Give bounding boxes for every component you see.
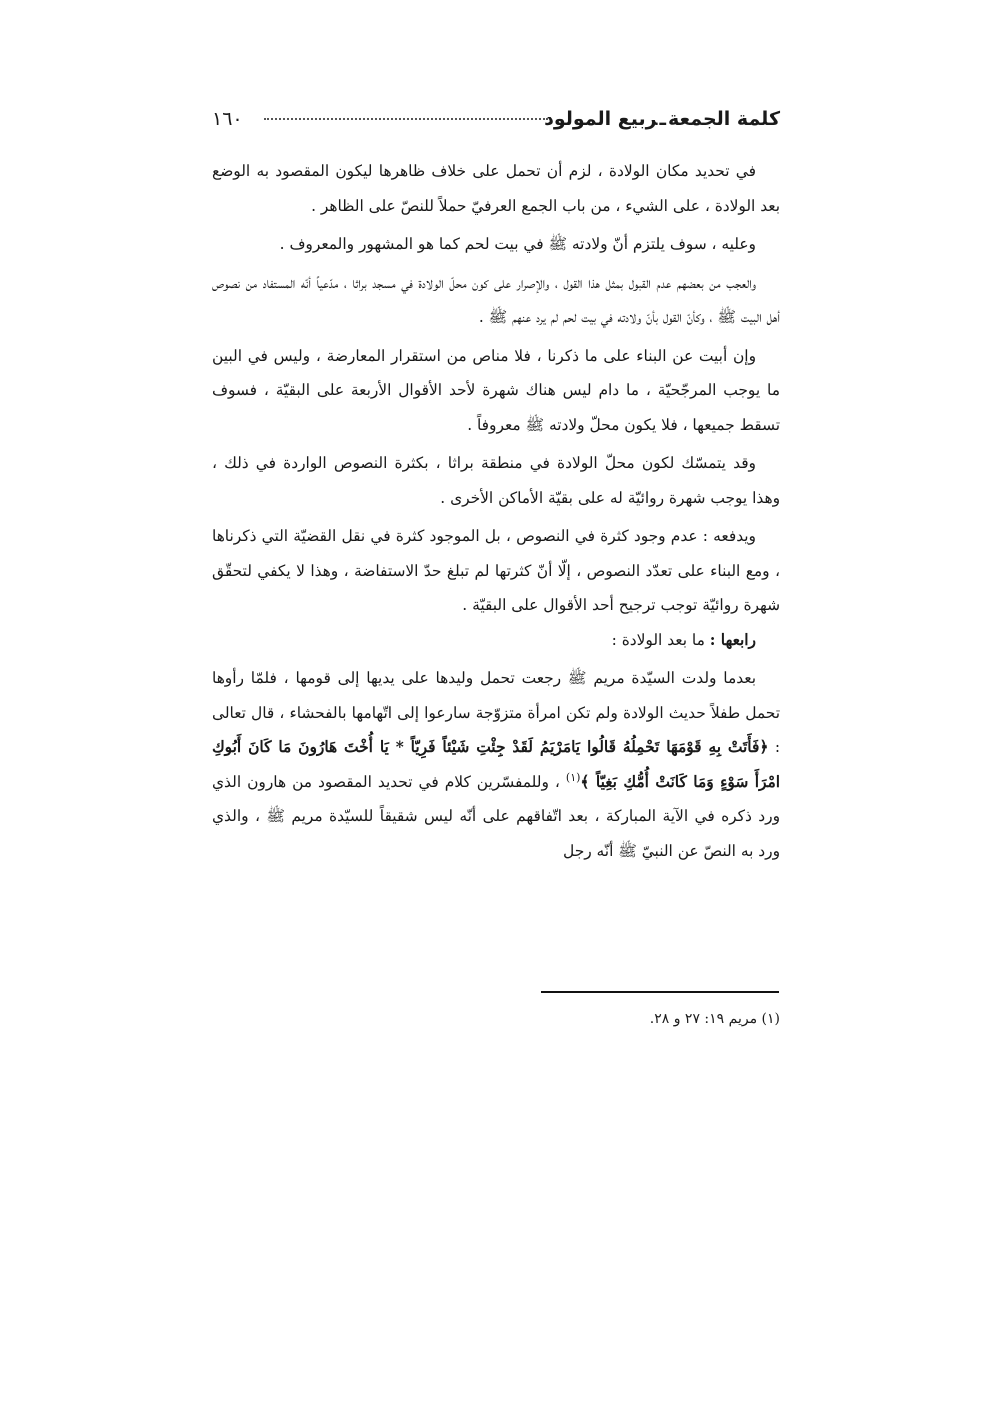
section-text: ما بعد الولادة : <box>611 630 705 649</box>
header-title <box>544 104 780 134</box>
footnote-reference[interactable]: (١) <box>565 770 581 784</box>
paragraph-5: وقد يتمسّك لكون محلّ الولادة في منطقة براثا ، بكثرة النصوص الواردة في ذلك ، وهذا يوجب شهرة روائيّة له على بقيّة الأماكن الأخرى . <box>212 454 780 507</box>
page-number: ١٦٠ <box>212 108 243 130</box>
section-heading <box>212 623 780 658</box>
footnote: (١) مريم ١٩: ٢٧ و ٢٨. <box>649 1011 780 1027</box>
quran-verse: ﴿فَأَتَتْ بِهِ قَوْمَهَا تَحْمِلُهُ قَالُوا يَامَرْيَمُ لَقَدْ جِئْتِ شَيْئاً فَرِيّاً * يَا أُخْتَ هَارُونَ مَا كَانَ أَبُوكِ امْرَأَ سَوْءٍ وَمَا كَانَتْ أُمُّكِ بَغِيّاً ﴾ <box>212 738 780 791</box>
paragraph-7 <box>212 661 780 868</box>
paragraph-4: وإن أبيت عن البناء على ما ذكرنا ، فلا مناص من استقرار المعارضة ، وليس في البين ما يوجب المرجّحيّة ، ما دام ليس هناك شهرة لأحد الأقوال الأربعة على البقيّة ، فسوف تسقط جميعها ، فلا يكون محلّ ولادته ﷺ معروفاً . <box>212 346 780 434</box>
paragraph-6: ويدفعه : عدم وجود كثرة في النصوص ، بل الموجود كثرة في نقل القضيّة التي ذكرناها ، ومع البناء على تعدّد النصوص ، إلّا أنّ كثرتها لم تبلغ حدّ الاستفاضة ، وهذا لا يكفي لتحقّق شهرة روائيّة توجب ترجيح أحد الأقوال على البقيّة . <box>212 527 780 614</box>
paragraph-2: وعليه ، سوف يلتزم أنّ ولادته ﷺ في بيت لحم كما هو المشهور والمعروف . <box>279 235 756 253</box>
header-dotted-leader <box>264 118 548 120</box>
running-header <box>212 104 780 144</box>
section-lead: رابعها : <box>709 630 756 649</box>
book-title: ربيع المولود <box>544 108 658 130</box>
paragraph-7-intro: بعدما ولدت السيّدة مريم ﷺ رجعت تحمل وليدها على يديها إلى قومها ، فلمّا رأوها تحمل طفلاً حديث الولادة ولم تكن امرأة متزوّجة سارعوا إلى اتّهامها بالفحشاء ، قال تعالى : <box>212 669 780 756</box>
paragraph-3: والعجب من بعضهم عدم القبول بمثل هذا القول ، والإصرار على كون محلّ الولادة في مسجد براثا ، مدّعياً أنّه المستفاد من نصوص أهل البيت ﷺ ، وكأنّ القول بأنّ ولادته في بيت لحم لم يرد عنهم ﷺ . <box>212 273 780 326</box>
body-text <box>212 154 780 872</box>
footnote-divider <box>541 991 779 993</box>
paragraph-1: في تحديد مكان الولادة ، لزم أن تحمل على خلاف ظاهرها ليكون المقصود به الوضع بعد الولادة ، على الشيء ، من باب الجمع العرفيّ حملاً للنصّ على الظاهر . <box>212 162 780 215</box>
series-title: كلمة الجمعة <box>667 108 780 130</box>
paragraph-7-continuation: ، وللمفسّرين كلام في تحديد المقصود من هارون الذي ورد ذكره في الآية المباركة ، بعد اتّفاقهم على أنّه ليس شقيقاً للسيّدة مريم ﷺ ، والذي ورد به النصّ عن النبيّ ﷺ أنّه رجل <box>212 772 780 860</box>
title-separator: ـ <box>659 108 666 130</box>
